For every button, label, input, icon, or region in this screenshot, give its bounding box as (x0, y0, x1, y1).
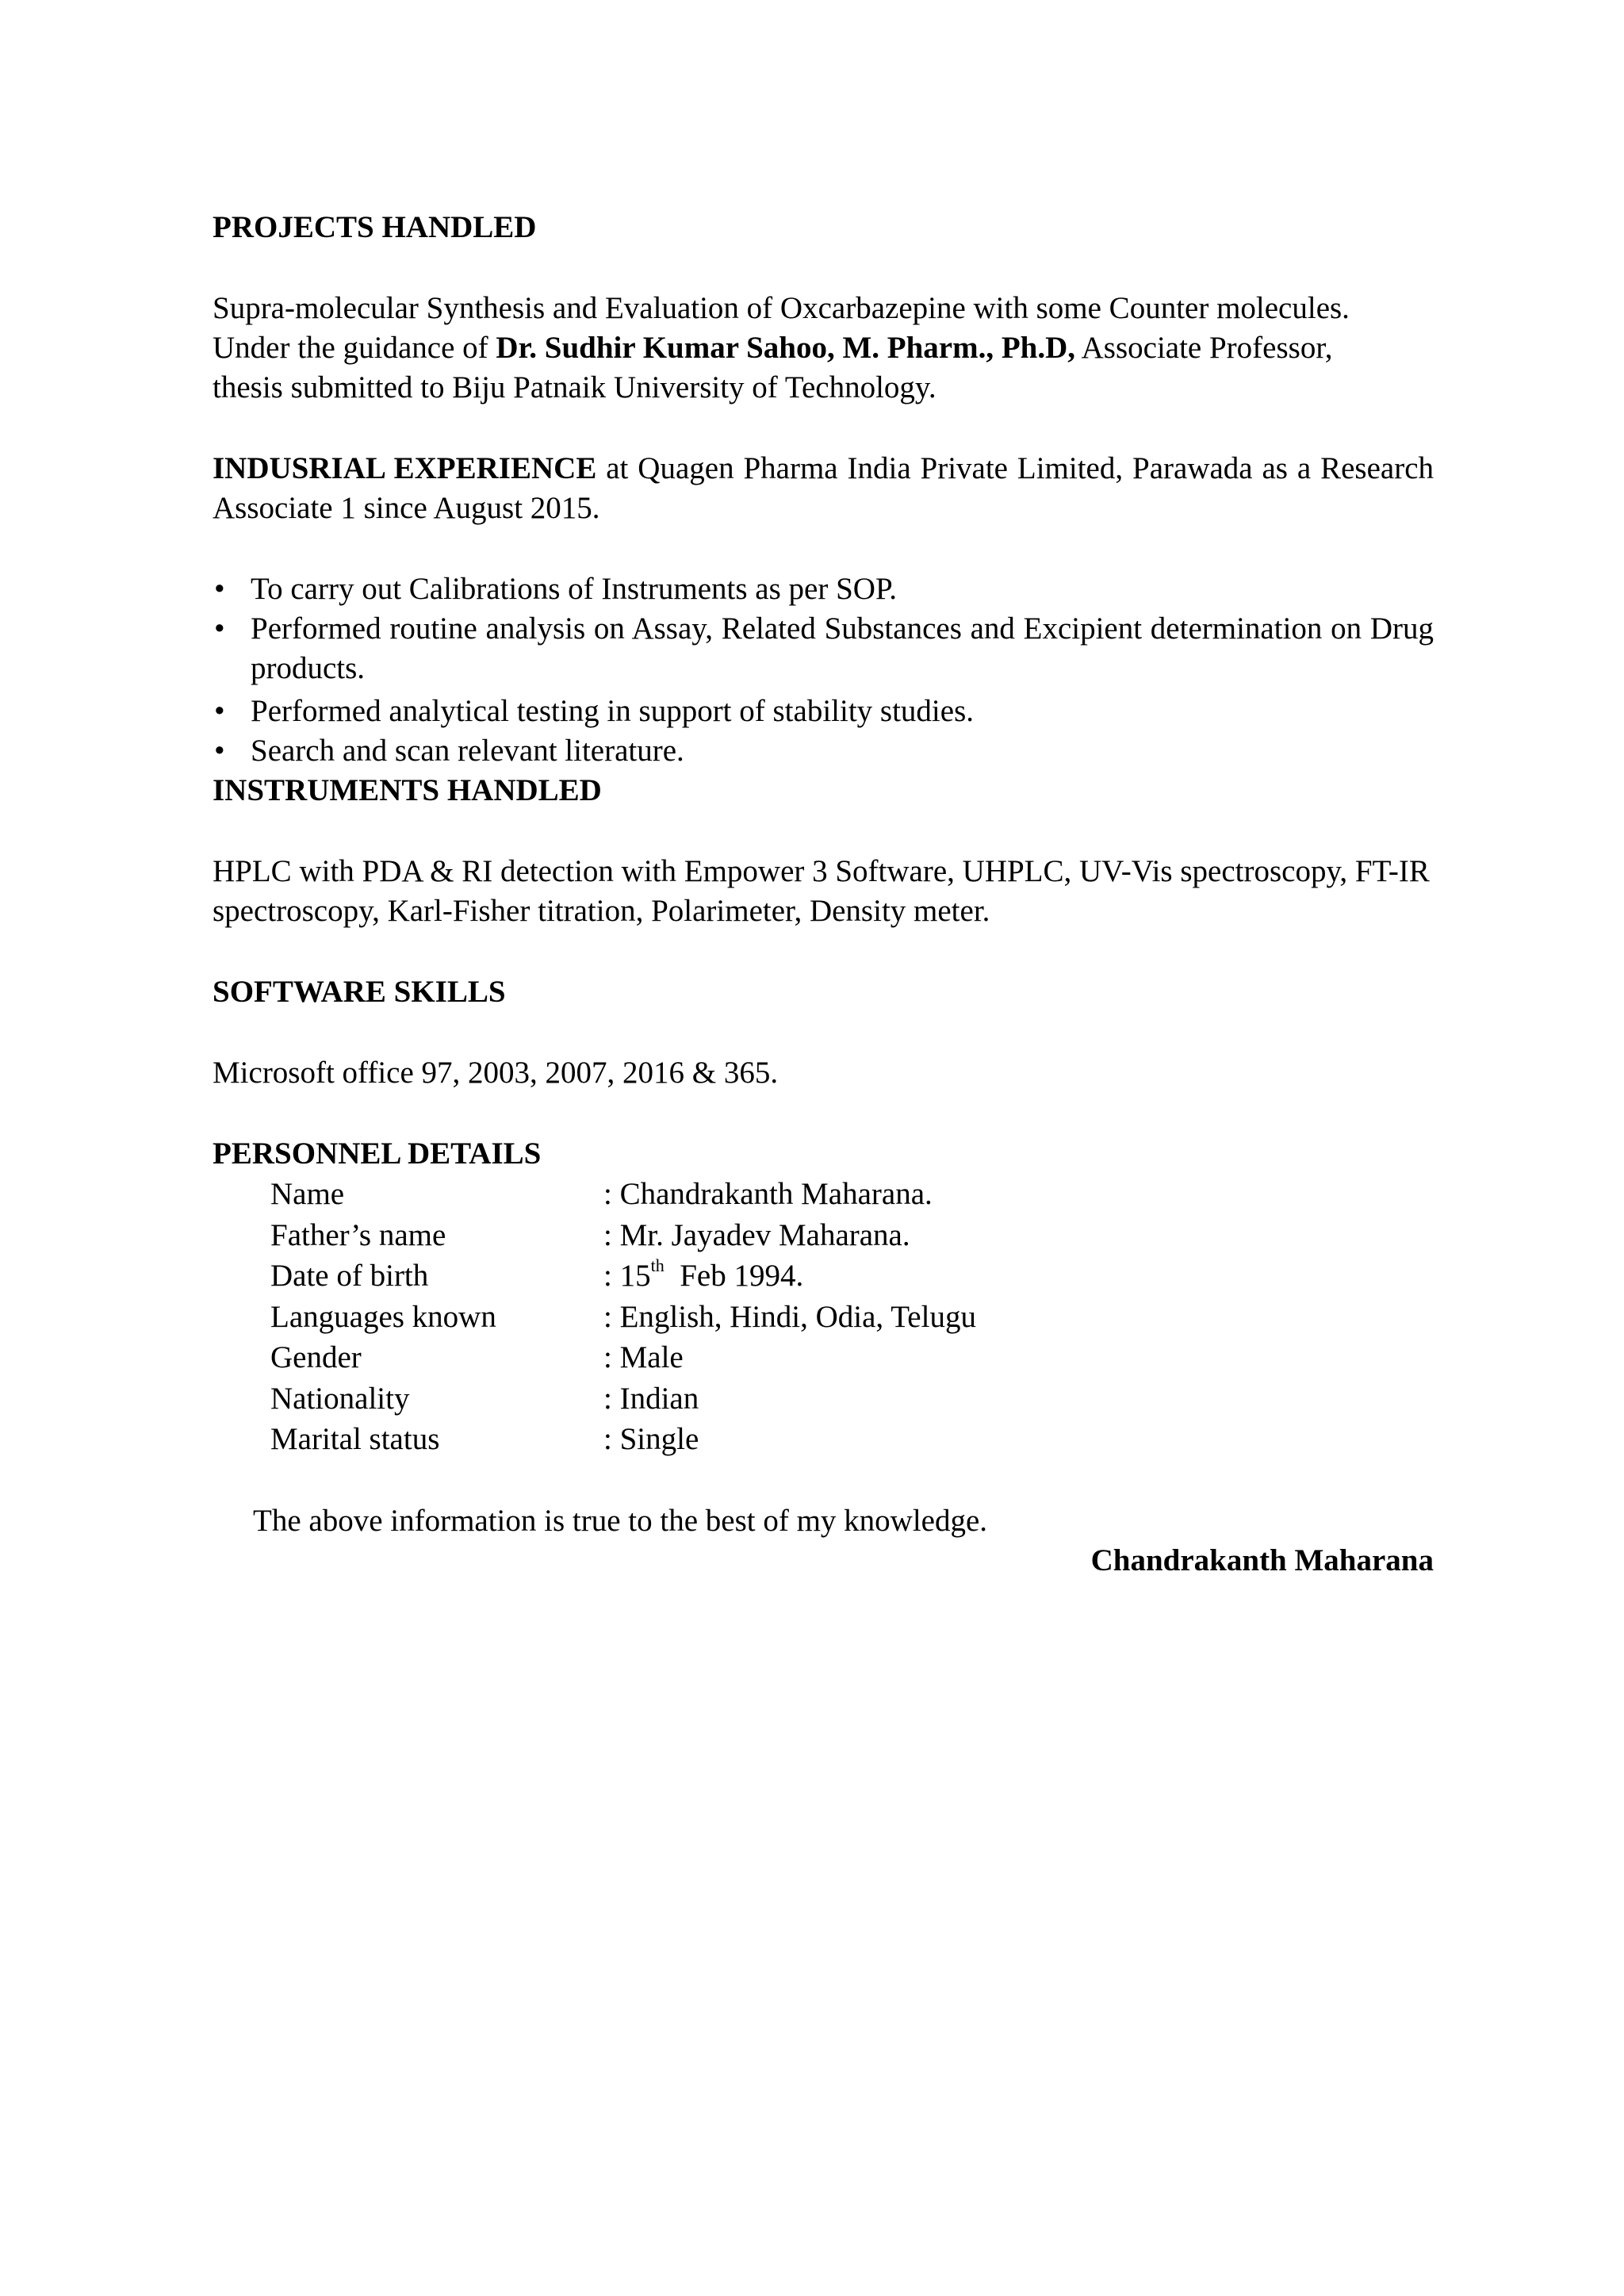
detail-label: Marital status (270, 1422, 440, 1456)
list-item (213, 569, 1434, 609)
detail-label: Father’s name (270, 1217, 446, 1252)
projects-heading: PROJECTS HANDLED (213, 210, 537, 244)
detail-row-father (270, 1215, 1434, 1256)
guidance-suffix: Associate Professor, (1075, 331, 1333, 365)
experience-paragraph (213, 449, 1434, 528)
bullet-icon: • (214, 694, 225, 728)
detail-row-marital (270, 1419, 1434, 1460)
declaration-text: The above information is true to the best of my knowledge. (253, 1503, 988, 1538)
bullet-icon: • (214, 572, 225, 606)
guide-name: Dr. Sudhir Kumar Sahoo, M. Pharm., Ph.D, (496, 331, 1076, 365)
detail-value: : Single (603, 1422, 699, 1456)
detail-label: Name (270, 1177, 345, 1211)
detail-value: : English, Hindi, Odia, Telugu (603, 1299, 976, 1334)
dob-day: : 15 (603, 1259, 651, 1293)
experience-heading: INDUSRIAL EXPERIENCE (213, 451, 597, 485)
dob-month-year: Feb 1994. (664, 1259, 804, 1293)
detail-value (603, 1255, 803, 1297)
resume-content (213, 208, 1434, 1581)
bullet-text: Search and scan relevant literature. (251, 734, 684, 768)
bullet-icon: • (214, 611, 225, 646)
detail-value: : Male (603, 1340, 684, 1374)
detail-row-nationality (270, 1378, 1434, 1420)
detail-label: Gender (270, 1340, 362, 1374)
bullet-text: To carry out Calibrations of Instruments as per SOP. (251, 572, 898, 606)
detail-row-languages (270, 1297, 1434, 1338)
bullet-text: Performed routine analysis on Assay, Related Substances and Excipient determination on Drug products. (251, 611, 1434, 685)
detail-row-dob (270, 1255, 1434, 1297)
list-item (213, 731, 1434, 771)
detail-label: Date of birth (270, 1259, 429, 1293)
bullet-text: Performed analytical testing in support of stability studies. (251, 694, 975, 728)
detail-label: Nationality (270, 1381, 410, 1416)
bullet-icon: • (214, 734, 225, 768)
experience-bullet-list (213, 569, 1434, 771)
detail-value: : Chandrakanth Maharana. (603, 1177, 933, 1211)
software-text: Microsoft office 97, 2003, 2007, 2016 & 365. (213, 1056, 779, 1090)
projects-paragraph (213, 289, 1434, 408)
list-item (213, 609, 1434, 688)
instruments-heading: INSTRUMENTS HANDLED (213, 773, 602, 807)
guidance-prefix: Under the guidance of (213, 331, 496, 365)
detail-row-gender (270, 1337, 1434, 1378)
projects-line-3: thesis submitted to Biju Patnaik University of Technology. (213, 370, 936, 404)
detail-label: Languages known (270, 1299, 496, 1334)
signature-name: Chandrakanth Maharana (1090, 1543, 1434, 1577)
projects-line-1: Supra-molecular Synthesis and Evaluation of Oxcarbazepine with some Counter molecules. (213, 291, 1350, 325)
detail-row-name (270, 1174, 1434, 1215)
experience-text: at Quagen Pharma India Private Limited, Parawada as a Research Associate 1 since August 2015. (213, 451, 1434, 525)
personal-details-heading: PERSONNEL DETAILS (213, 1137, 542, 1171)
dob-ordinal: th (650, 1255, 665, 1275)
detail-value: : Indian (603, 1381, 699, 1416)
detail-value: : Mr. Jayadev Maharana. (603, 1217, 910, 1252)
software-heading: SOFTWARE SKILLS (213, 975, 506, 1009)
instruments-text: HPLC with PDA & RI detection with Empower 3 Software, UHPLC, UV-Vis spectroscopy, FT-IR spectroscopy, Karl-Fisher titration, Polarimeter, Density meter. (213, 854, 1430, 928)
list-item (213, 692, 1434, 731)
personal-details-table (270, 1174, 1434, 1460)
